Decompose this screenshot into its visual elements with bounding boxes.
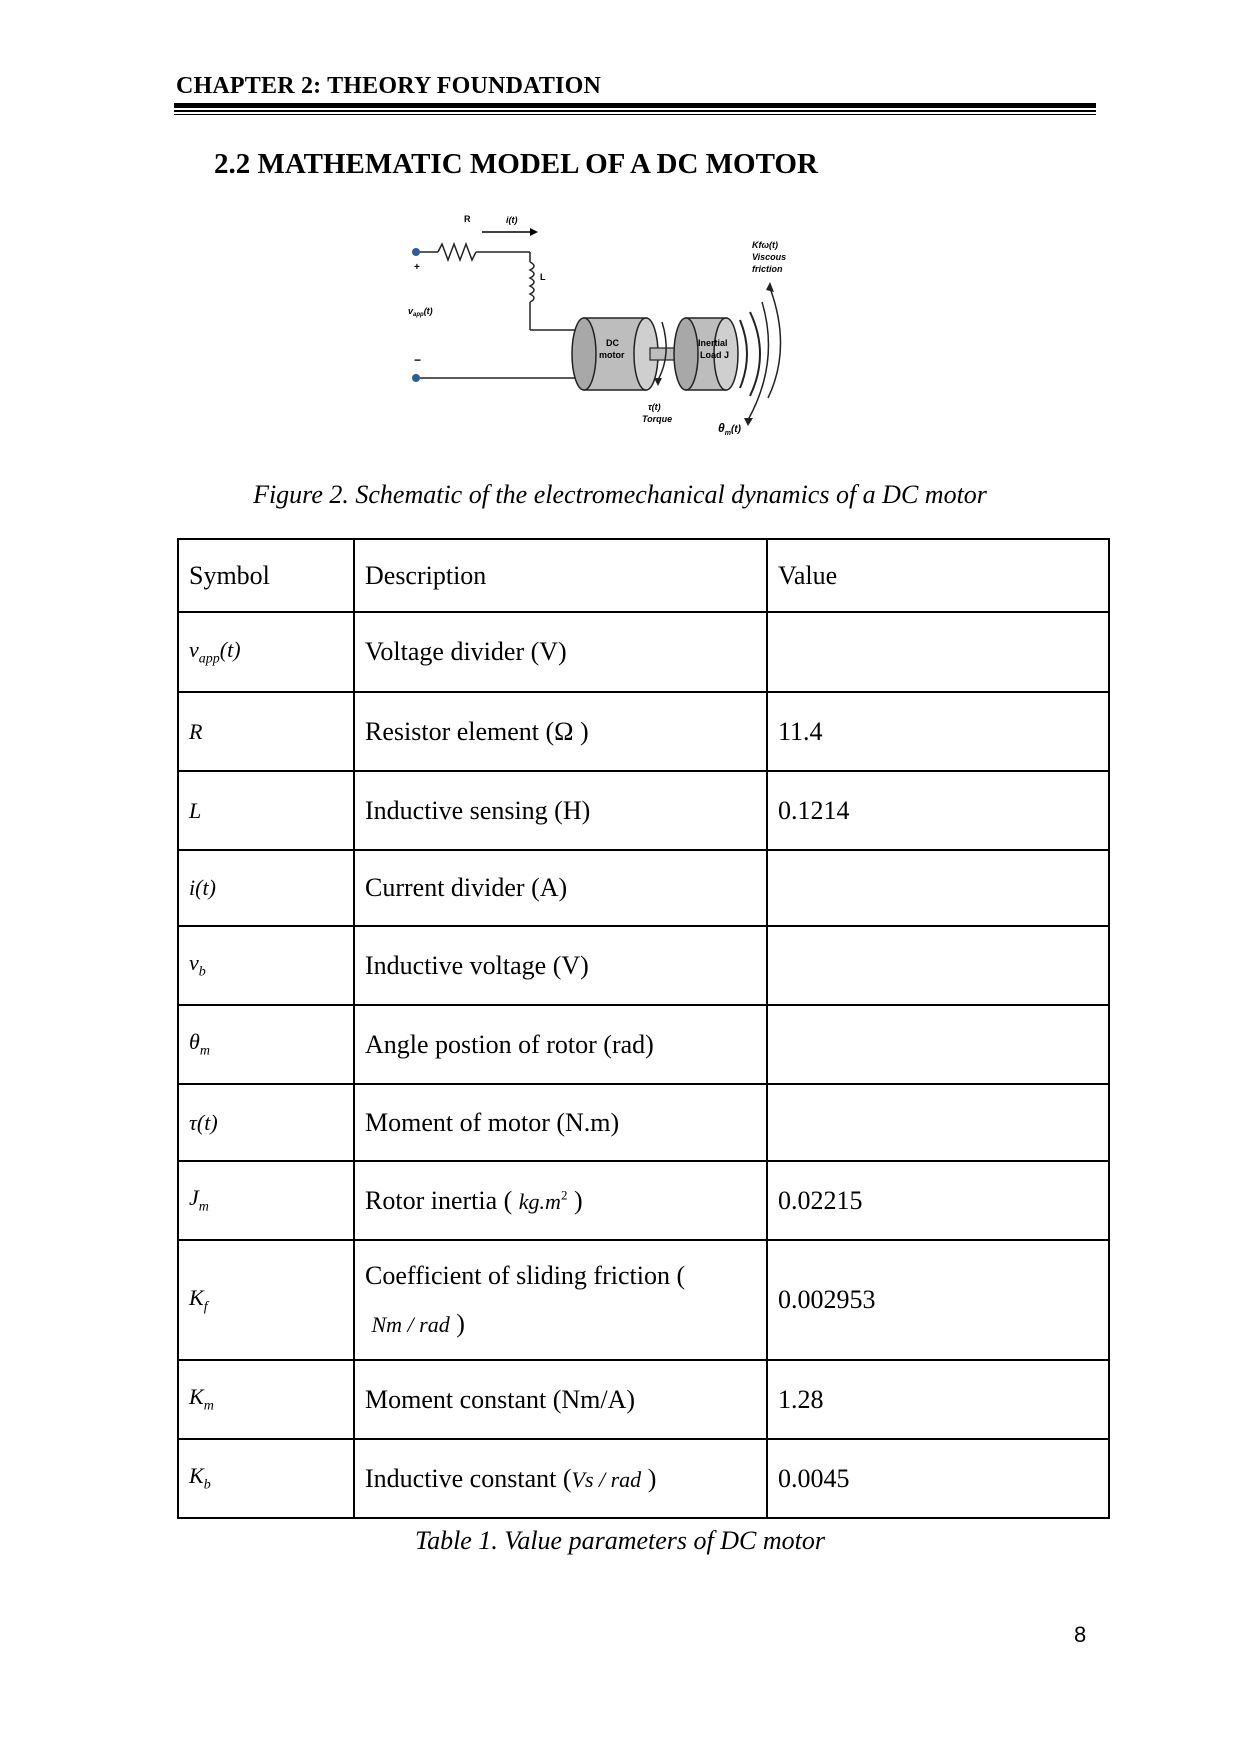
table-header-row	[178, 539, 1109, 612]
value-cell: 0.02215	[767, 1161, 1109, 1240]
label-theta: $\theta_m^{(t)}$	[718, 421, 741, 437]
inductor-symbol	[530, 262, 534, 302]
description-cell: Inductive constant (Vs / rad )	[354, 1439, 767, 1518]
terminal-plus	[412, 248, 420, 256]
symbol-cell: $K_m$	[178, 1360, 354, 1439]
header-description: Description	[354, 539, 767, 612]
table-row	[178, 850, 1109, 926]
terminal-minus	[412, 374, 420, 382]
table-row	[178, 771, 1109, 850]
value-cell	[767, 1005, 1109, 1084]
table-caption: Table 1. Value parameters of DC motor	[415, 1526, 825, 1555]
symbol-cell: R	[178, 692, 354, 771]
symbol-cell: $K_f$	[178, 1240, 354, 1360]
header-symbol: Symbol	[178, 539, 354, 612]
description-cell: Moment constant (Nm/A)	[354, 1360, 767, 1439]
description-cell: Moment of motor (N.m)	[354, 1084, 767, 1161]
table-row	[178, 1005, 1109, 1084]
description-cell: Current divider (A)	[354, 850, 767, 926]
page-number: 8	[1074, 1622, 1087, 1647]
friction-arc-1	[740, 320, 747, 388]
label-motor: motor	[599, 350, 625, 360]
description-cell: Resistor element (Ω )	[354, 692, 767, 771]
header-rule-thin-2	[174, 114, 1096, 115]
table-row	[178, 1084, 1109, 1161]
symbol-cell: $K_b$	[178, 1439, 354, 1518]
table-row	[178, 1439, 1109, 1518]
table-row	[178, 1240, 1109, 1360]
parameter-table	[177, 538, 1110, 1519]
label-viscous: Viscous	[752, 252, 787, 262]
description-cell: Inductive sensing (H)	[354, 771, 767, 850]
table-row	[178, 692, 1109, 771]
figure-caption: Figure 2. Schematic of the electromechanical dynamics of a DC motor	[253, 480, 987, 509]
label-plus: +	[414, 262, 420, 273]
label-minus: −	[414, 353, 422, 367]
description-cell: Voltage divider (V)	[354, 612, 767, 692]
dc-motor-schematic	[400, 212, 820, 452]
chapter-header: CHAPTER 2: THEORY FOUNDATION	[176, 73, 602, 99]
label-l: L	[540, 272, 546, 282]
label-torque: Torque	[642, 414, 673, 424]
table-row	[178, 926, 1109, 1005]
section-title: 2.2 MATHEMATIC MODEL OF A DC MOTOR	[214, 148, 818, 180]
symbol-cell: $J_m$	[178, 1161, 354, 1240]
table-row	[178, 1360, 1109, 1439]
label-inertial: Inertial	[698, 338, 728, 348]
label-tau: τ(t)	[648, 402, 661, 412]
value-cell	[767, 926, 1109, 1005]
symbol-cell: i(t)	[178, 850, 354, 926]
friction-arc-2	[750, 312, 760, 396]
value-cell	[767, 850, 1109, 926]
label-vapp: $v_{app}(t)$	[408, 306, 433, 318]
value-cell: 0.0045	[767, 1439, 1109, 1518]
table-row	[178, 1161, 1109, 1240]
description-cell: Angle postion of rotor (rad)	[354, 1005, 767, 1084]
description-cell: Rotor inertia ( $kg.m^2$ )	[354, 1161, 767, 1240]
description-cell: Coefficient of sliding friction ( Nm / rad )	[354, 1240, 767, 1360]
label-dc: DC	[606, 338, 619, 348]
header-value: Value	[767, 539, 1109, 612]
symbol-cell: $\theta_m$	[178, 1005, 354, 1084]
label-i: i(t)	[506, 215, 518, 225]
header-rule-thin	[174, 110, 1096, 112]
label-load: Load J	[700, 350, 730, 360]
value-cell	[767, 1084, 1109, 1161]
viscous-friction-arrow	[768, 288, 781, 398]
value-cell: 11.4	[767, 692, 1109, 771]
symbol-cell: τ(t)	[178, 1084, 354, 1161]
label-r: R	[464, 214, 471, 224]
label-kf: Kfω(t)	[752, 240, 778, 250]
symbol-cell: $v_{app}(t)$	[178, 612, 354, 692]
description-cell: Inductive voltage (V)	[354, 926, 767, 1005]
value-cell: 0.1214	[767, 771, 1109, 850]
current-arrow	[530, 228, 538, 236]
value-cell: 1.28	[767, 1360, 1109, 1439]
symbol-cell: L	[178, 771, 354, 850]
label-friction: friction	[752, 264, 783, 274]
value-cell	[767, 612, 1109, 692]
theta-arrow	[748, 302, 768, 420]
value-cell: 0.002953	[767, 1240, 1109, 1360]
header-rule-thick	[174, 103, 1096, 108]
table-row	[178, 612, 1109, 692]
resistor-symbol	[438, 244, 476, 260]
symbol-cell: $v_b$	[178, 926, 354, 1005]
